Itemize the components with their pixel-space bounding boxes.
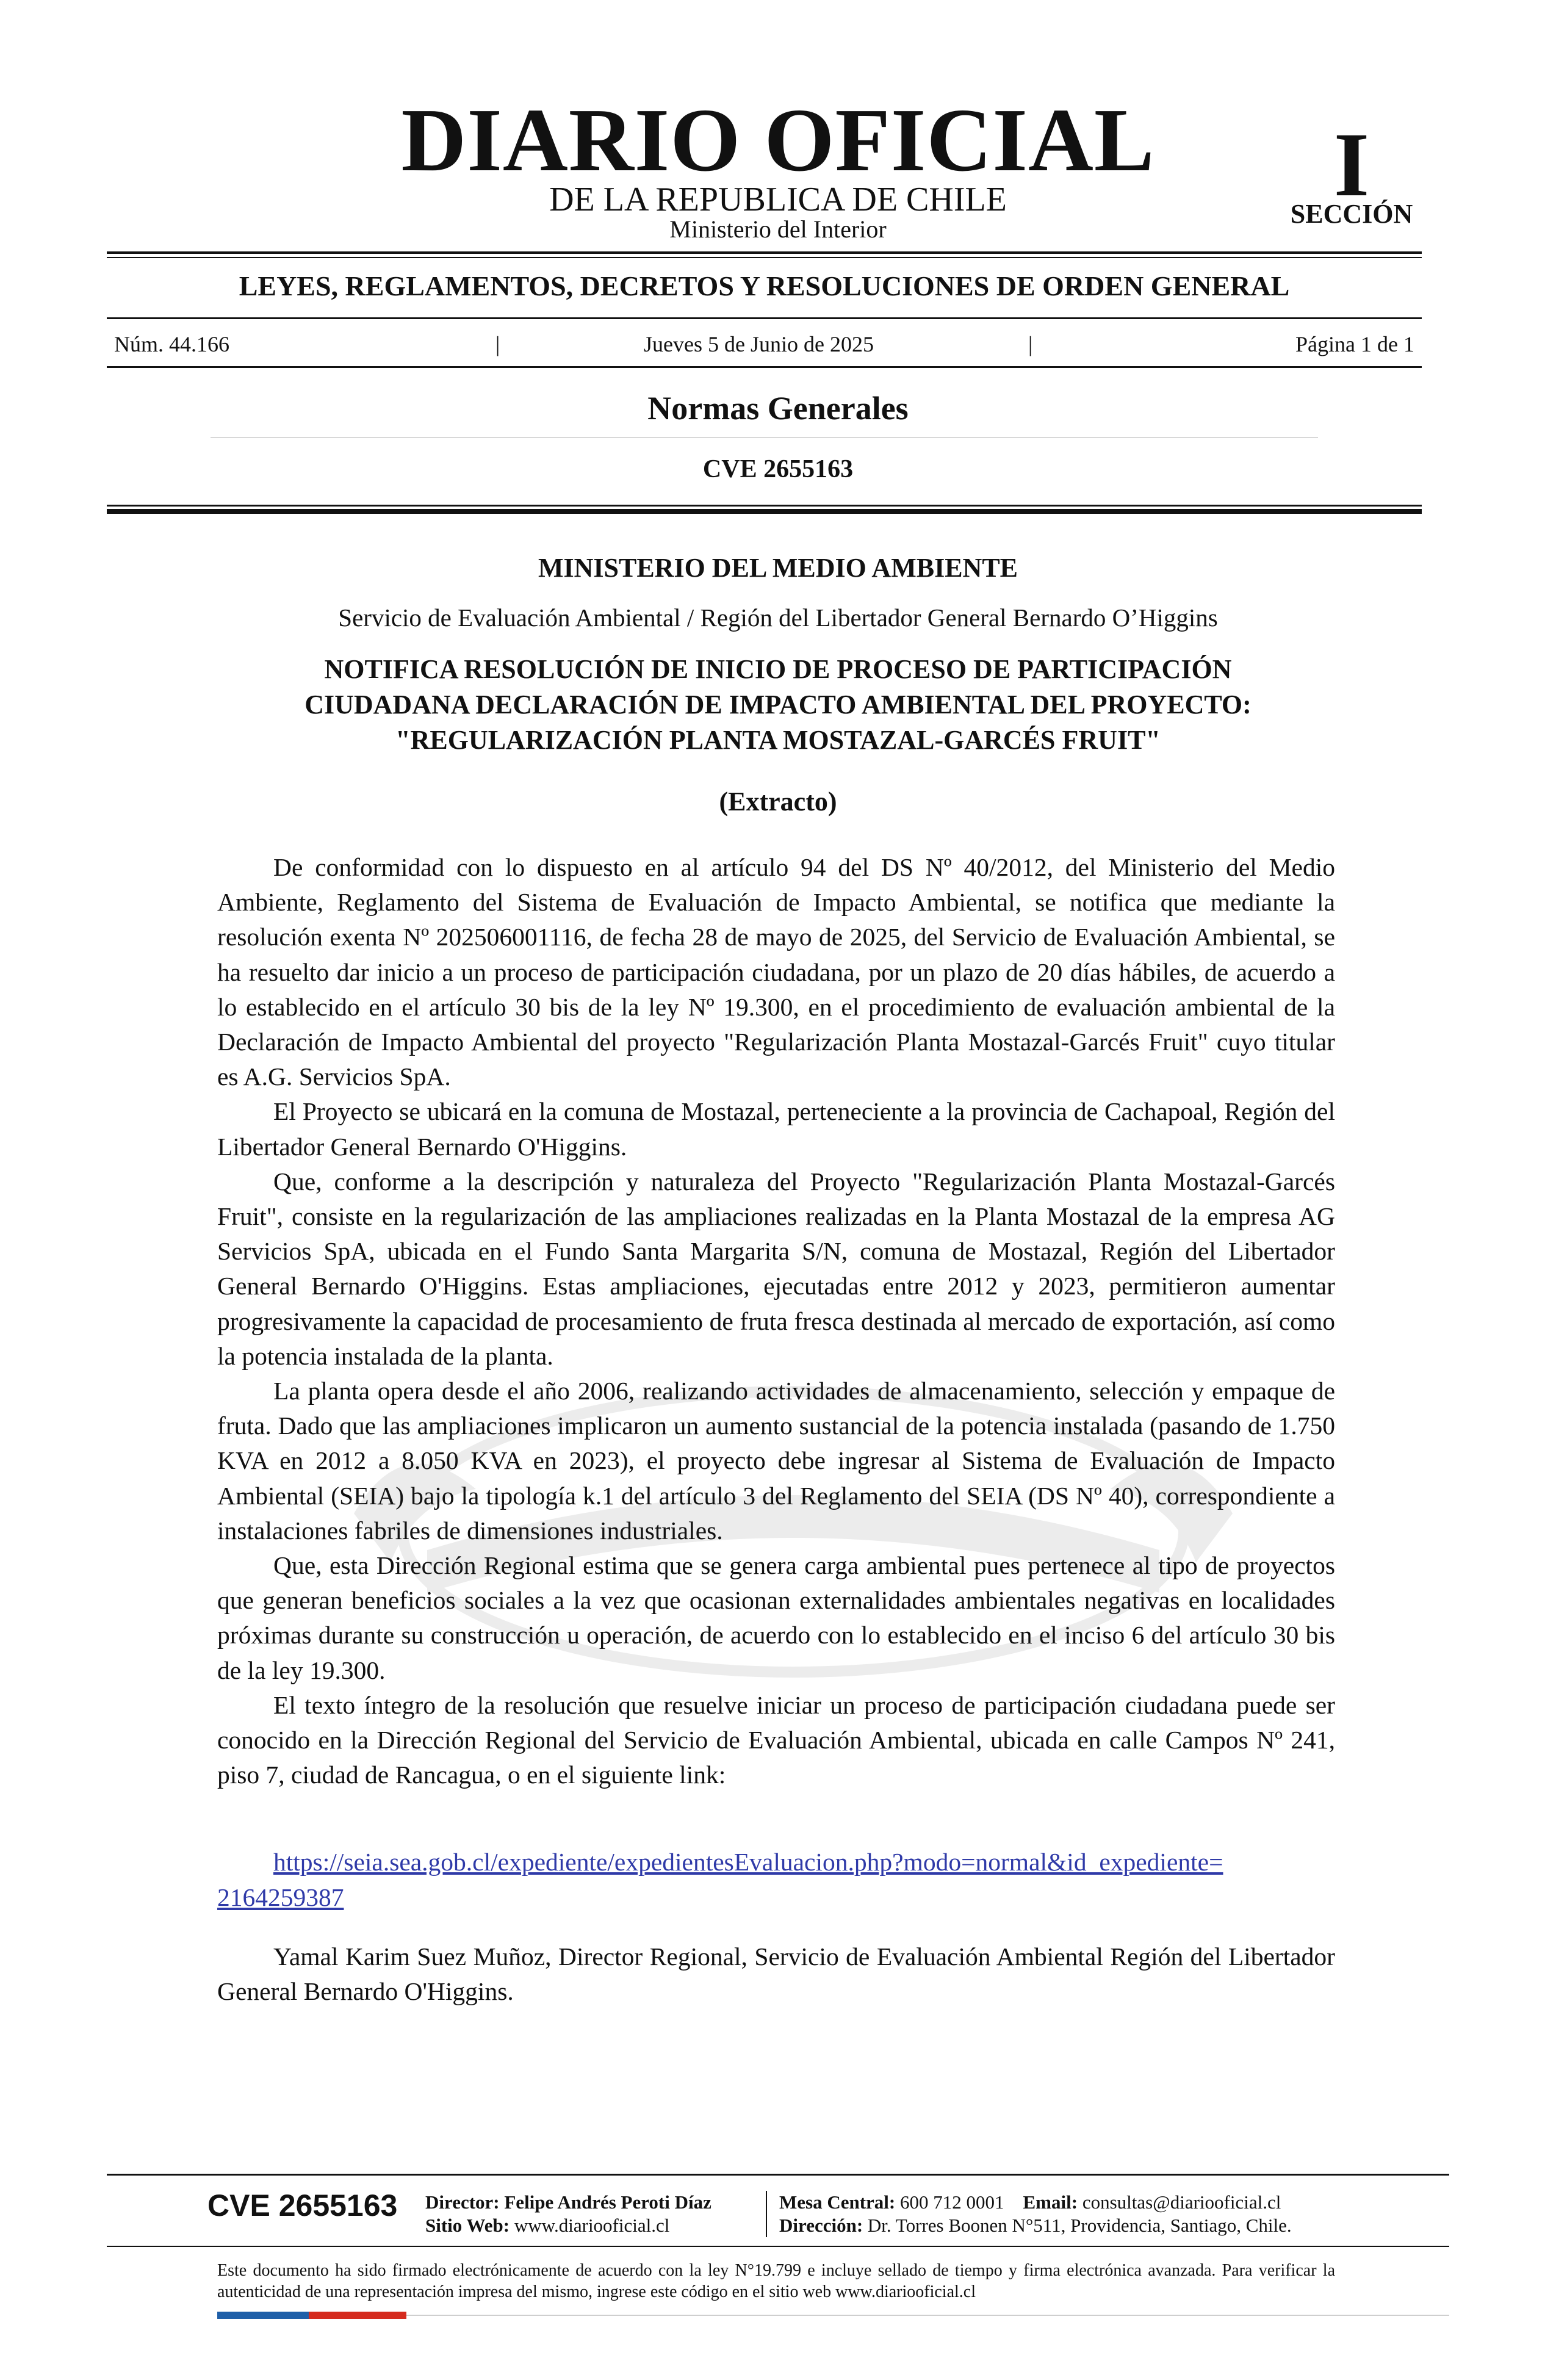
masthead-title: DIARIO OFICIAL xyxy=(401,90,1155,190)
body-paragraph: Que, esta Dirección Regional estima que se genera carga ambiental pues pertenece al tipo de proyectos que generan beneficios sociales a la vez que ocasionan externalidades ambientales negativas en localidades próximas durante su construcción u operación, de acuerdo con lo establecido en el inciso 6 del artículo 30 bis de la ley 19.300. xyxy=(217,1551,1335,1684)
footer-divider xyxy=(766,2191,767,2237)
category-divider xyxy=(211,437,1318,438)
footer-rule-top xyxy=(107,2174,1449,2176)
resolution-title xyxy=(183,652,1373,758)
meta-separator: | xyxy=(1028,332,1033,356)
expediente-link-continued[interactable]: 2164259387 xyxy=(217,1883,344,1911)
section-number: I xyxy=(1333,114,1370,215)
issue-number: Núm. 44.166 xyxy=(114,332,229,356)
footer-rule-middle xyxy=(107,2246,1449,2247)
body-paragraph: El Proyecto se ubicará en la comuna de Mostazal, perteneciente a la provincia de Cachapoal, Región del Libertador General Bernardo O'Higgins. xyxy=(217,1097,1335,1161)
cve-rule-thick xyxy=(107,509,1422,514)
director-label: Director: xyxy=(425,2191,500,2213)
legal-notice: Este documento ha sido firmado electrónicamente de acuerdo con la ley N°19.799 e incluye sellado de tiempo y firma electrónica avanzada. Para verificar la autenticidad de una representación impresa del mismo, ingrese este código en el sitio web www.diariooficial.cl xyxy=(217,2261,1335,2301)
meta-separator: | xyxy=(495,332,500,356)
email-label: Email: xyxy=(1023,2191,1078,2213)
email-value[interactable]: consultas@diariooficial.cl xyxy=(1082,2191,1281,2213)
masthead-ministry: Ministerio del Interior xyxy=(669,215,887,243)
issuing-ministry: MINISTERIO DEL MEDIO AMBIENTE xyxy=(538,553,1018,583)
issuing-service: Servicio de Evaluación Ambiental / Región del Libertador General Bernardo O’Higgins xyxy=(338,604,1218,632)
expediente-link[interactable]: https://seia.sea.gob.cl/expediente/expedientesEvaluacion.php?modo=normal&id_expediente= xyxy=(273,1848,1223,1876)
flag-stripe-red xyxy=(309,2312,406,2319)
website-label: Sitio Web: xyxy=(425,2215,510,2236)
signature: Yamal Karim Suez Muñoz, Director Regional, Servicio de Evaluación Ambiental Región del Libertador General Bernardo O'Higgins. xyxy=(217,1942,1335,2006)
body-paragraph: Que, conforme a la descripción y naturaleza del Proyecto "Regularización Planta Mostazal-Garcés Fruit", consiste en la regularización de las ampliaciones realizadas en la Planta Mostazal de la empresa AG Servicios SpA, ubicada en el Fundo Santa Margarita S/N, comuna de Mostazal, Región del Libertador General Bernardo O'Higgins. Estas ampliaciones, ejecutadas entre 2012 y 2023, permitieron aumentar progresivamente la capacidad de procesamiento de fruta fresca destinada al mercado de exportación, así como la potencia instalada de la planta. xyxy=(217,1167,1335,1370)
section-heading: LEYES, REGLAMENTOS, DECRETOS Y RESOLUCIONES DE ORDEN GENERAL xyxy=(239,270,1290,301)
address-label: Dirección: xyxy=(779,2215,863,2236)
body-paragraph: El texto íntegro de la resolución que resuelve iniciar un proceso de participación ciudadana puede ser conocido en la Dirección Regional del Servicio de Evaluación Ambiental, ubicada en calle Campos Nº 241, piso 7, ciudad de Rancagua, o en el siguiente link: xyxy=(217,1690,1335,1789)
footer-cve-code: CVE 2655163 xyxy=(207,2188,398,2223)
cve-rule-thin xyxy=(107,505,1422,507)
phone-label: Mesa Central: xyxy=(779,2191,896,2213)
website-value[interactable]: www.diariooficial.cl xyxy=(514,2215,670,2236)
meta-rule xyxy=(107,366,1422,368)
page-indicator: Página 1 de 1 xyxy=(1295,332,1414,356)
header-rule-top-thin xyxy=(107,257,1422,258)
resolution-title-line: CIUDADANA DECLARACIÓN DE IMPACTO AMBIENTAL DEL PROYECTO: xyxy=(304,690,1252,719)
flag-stripe-blue xyxy=(217,2312,309,2319)
resolution-title-line: NOTIFICA RESOLUCIÓN DE INICIO DE PROCESO DE PARTICIPACIÓN xyxy=(324,654,1232,684)
category-heading: Normas Generales xyxy=(647,390,909,427)
footer-contact-left xyxy=(425,2191,711,2237)
phone-value: 600 712 0001 xyxy=(900,2191,1004,2213)
footer-contact-right xyxy=(779,2191,1292,2237)
masthead-subtitle: DE LA REPUBLICA DE CHILE xyxy=(549,181,1007,218)
body-paragraph: De conformidad con lo dispuesto en al artículo 94 del DS Nº 40/2012, del Ministerio del Medio Ambiente, Reglamento del Sistema de Evaluación de Impacto Ambiental, se notifica que mediante la resolución exenta Nº 202506001116, de fecha 28 de mayo de 2025, del Servicio de Evaluación Ambiental, se ha resuelto dar inicio a un proceso de participación ciudadana, por un plazo de 20 días hábiles, de acuerdo a lo establecido en el artículo 30 bis de la ley Nº 19.300, en el procedimiento de evaluación ambiental de la Declaración de Impacto Ambiental del proyecto "Regularización Planta Mostazal-Garcés Fruit" cuyo titular es A.G. Servicios SpA. xyxy=(217,853,1335,1091)
extracto-label: (Extracto) xyxy=(719,787,837,817)
director-name: Felipe Andrés Peroti Díaz xyxy=(504,2191,711,2213)
issue-meta-row xyxy=(107,331,1422,362)
address-value: Dr. Torres Boonen N°511, Providencia, Santiago, Chile. xyxy=(867,2215,1292,2236)
expediente-link-block xyxy=(217,1844,1364,1915)
header-rule-top xyxy=(107,251,1422,254)
issue-date: Jueves 5 de Junio de 2025 xyxy=(644,332,874,356)
cve-code: CVE 2655163 xyxy=(702,455,854,483)
heading-rule xyxy=(107,317,1422,319)
body-paragraph: La planta opera desde el año 2006, realizando actividades de almacenamiento, selección y empaque de fruta. Dado que las ampliaciones implicaron un aumento sustancial de la potencia instalada (pasando de 1.750 KVA en 2012 a 8.050 KVA en 2023), el proyecto debe ingresar al Sistema de Evaluación de Impacto Ambiental (SEIA) bajo la tipología k.1 del artículo 3 del Reglamento del SEIA (DS Nº 40), correspondiente a instalaciones fabriles de dimensiones industriales. xyxy=(217,1377,1335,1545)
document-body xyxy=(217,850,1335,1792)
section-label: SECCIÓN xyxy=(1290,199,1413,229)
footer-rule-bottom xyxy=(406,2315,1449,2316)
resolution-title-line: "REGULARIZACIÓN PLANTA MOSTAZAL-GARCÉS FRUIT" xyxy=(395,725,1161,755)
